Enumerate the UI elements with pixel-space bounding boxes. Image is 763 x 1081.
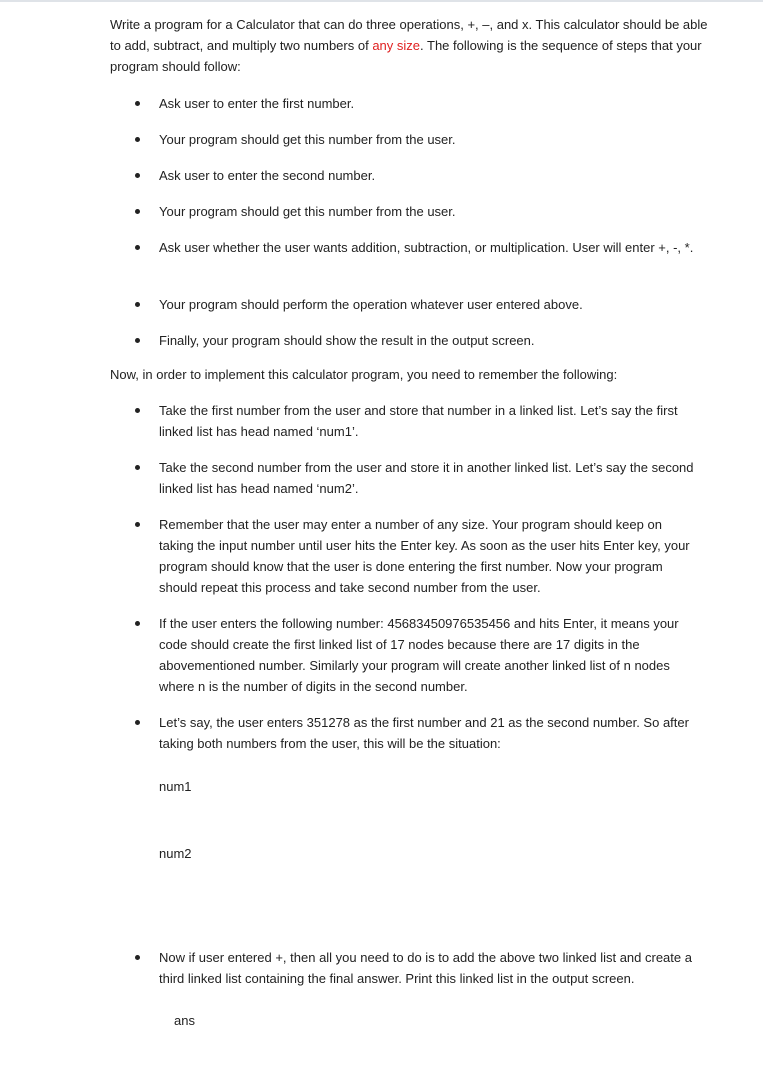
note-text: Remember that the user may enter a number of any size. Your program should keep on taking the input number until user hits the Enter key. As soon as the user hits Enter key, your program should know that the user is done entering the first number. Now your program should repeat this process and take second number from the user.: [159, 517, 690, 595]
step-text: Ask user to enter the first number.: [159, 96, 355, 111]
bullet-icon: [135, 522, 140, 527]
step-text: Your program should get this number from the user.: [159, 132, 456, 147]
step-text: Finally, your program should show the result in the output screen.: [159, 333, 535, 348]
list-item: [159, 947, 699, 989]
bullet-icon: [135, 720, 140, 725]
bullet-icon: [135, 302, 140, 307]
bullet-icon: [135, 465, 140, 470]
list-item: [159, 129, 699, 150]
ans-label: ans: [174, 1013, 195, 1028]
bullet-icon: [135, 245, 140, 250]
bullet-icon: [135, 137, 140, 142]
intro-highlight: any size: [372, 38, 421, 53]
list-item: [159, 294, 699, 315]
bullet-icon: [135, 101, 140, 106]
list-item: [159, 457, 699, 499]
step-text: Ask user to enter the second number.: [159, 168, 376, 183]
num2-label: num2: [159, 846, 192, 861]
final-note-text: Now if user entered +, then all you need to do is to add the above two linked list and create a third linked list containing the final answer. Print this linked list in the output screen.: [159, 950, 692, 986]
note-text: If the user enters the following number: 45683450976535456 and hits Enter, it means your code should create the first linked list of 17 nodes because there are 17 digits in the abovementioned number. Similarly your program will create another linked list of n nodes where n is the number of digits in the second number.: [159, 616, 679, 694]
step-text: Ask user whether the user wants addition, subtraction, or multiplication. User will enter +, -, *.: [159, 240, 694, 255]
list-item: [159, 400, 699, 442]
list-item: [159, 514, 699, 598]
intro-text-part1: Write a program for a Calculator that can do three operations, +, –, and x. This calculator should be able to add, subtract, and multiply two numbers of: [110, 17, 708, 53]
bullet-icon: [135, 173, 140, 178]
bullet-icon: [135, 209, 140, 214]
step-text: Your program should get this number from the user.: [159, 204, 456, 219]
list-item: [159, 201, 699, 222]
intro-paragraph: [110, 14, 710, 77]
list-item: [159, 330, 699, 351]
bullet-icon: [135, 955, 140, 960]
bullet-icon: [135, 621, 140, 626]
step-text: Your program should perform the operation whatever user entered above.: [159, 297, 583, 312]
list-item: [159, 613, 699, 697]
top-divider: [0, 0, 763, 2]
list-item: [159, 165, 699, 186]
list-item: [159, 93, 699, 114]
list-item: [159, 237, 699, 258]
num1-label: num1: [159, 779, 192, 794]
list-item: [159, 712, 699, 754]
note-text: Let’s say, the user enters 351278 as the first number and 21 as the second number. So after taking both numbers from the user, this will be the situation:: [159, 715, 689, 751]
intro-text-part2: . The following is the sequence of steps that your program should follow:: [110, 38, 702, 74]
note-text: Take the second number from the user and store it in another linked list. Let’s say the second linked list has head named ‘num2’.: [159, 460, 694, 496]
bullet-icon: [135, 408, 140, 413]
middle-paragraph: Now, in order to implement this calculator program, you need to remember the following:: [110, 367, 618, 382]
note-text: Take the first number from the user and store that number in a linked list. Let’s say the first linked list has head named ‘num1’.: [159, 403, 678, 439]
bullet-icon: [135, 338, 140, 343]
